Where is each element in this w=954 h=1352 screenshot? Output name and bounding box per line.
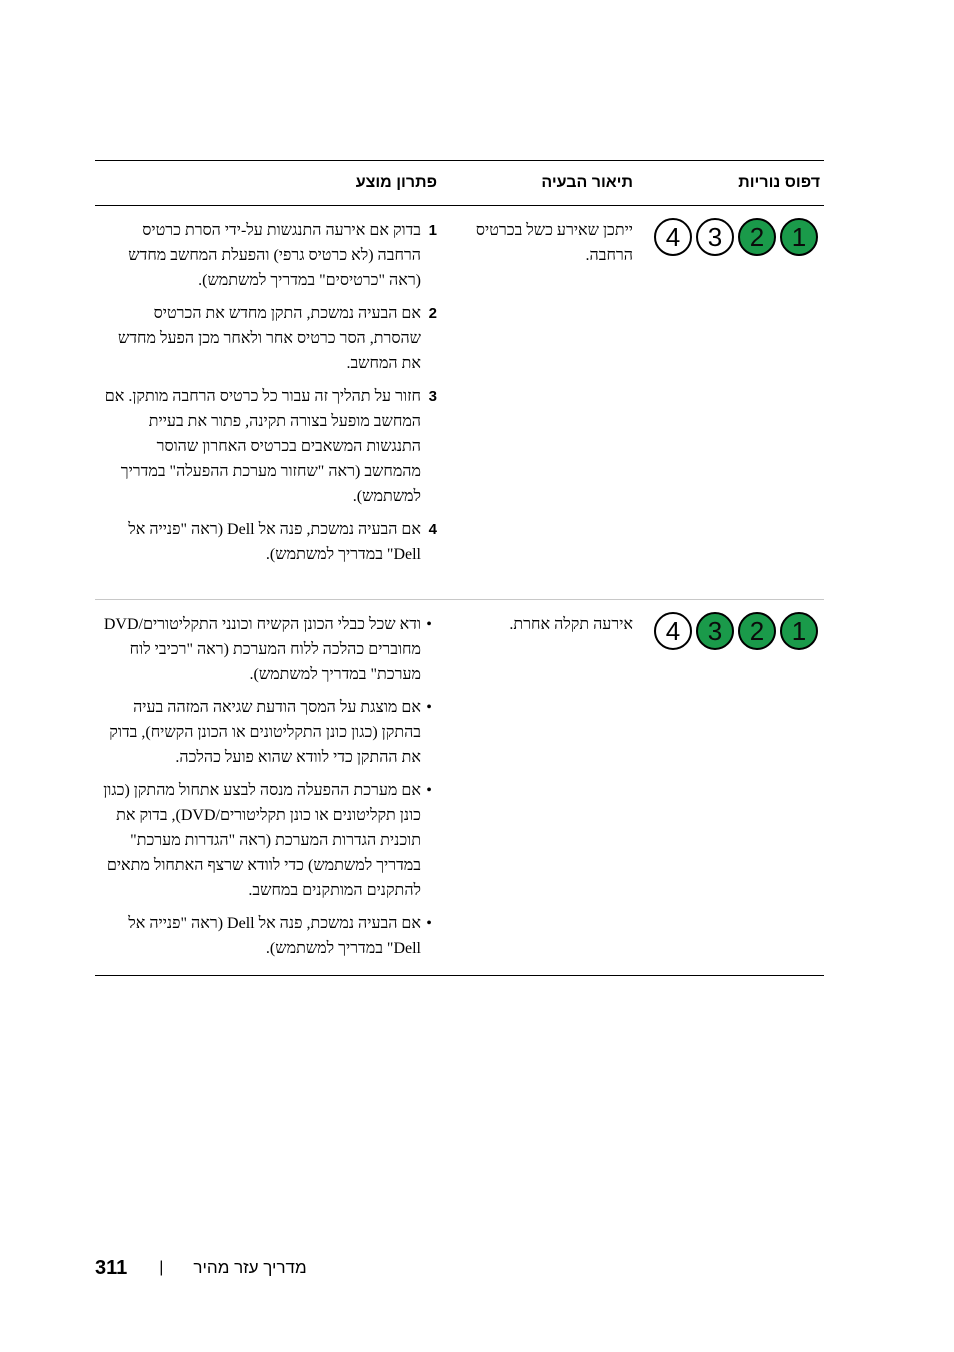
diagnostic-light-4-icon: 4: [654, 218, 692, 256]
header-problem-description: תיאור הבעיה: [541, 174, 633, 191]
table-row: [95, 206, 824, 575]
page-number: 311: [95, 1256, 128, 1279]
resolution-bullet: [95, 911, 437, 961]
step-text: בדוק אם אירעה התנגשות על-ידי הסרת כרטיס הרחבה (לא כרטיס גרפי) והפעלת המחשב מחדש (ראה "כרטיסים" במדריך למשתמש).: [128, 222, 421, 289]
header-suggested-resolution: פתרון מוצע: [355, 174, 437, 191]
diagnostic-light-1-icon: 1: [780, 218, 818, 256]
problem-description: ייתכן שאירע כשל בכרטיס הרחבה.: [475, 222, 633, 264]
step-number: 1: [428, 222, 437, 239]
resolution-step: [95, 218, 437, 293]
problem-description: אירעה תקלה אחרת.: [509, 616, 633, 633]
step-number: 2: [428, 305, 437, 322]
footer-separator: |: [159, 1259, 164, 1276]
diagnostic-light-1-icon: 1: [780, 612, 818, 650]
diagnostic-light-2-icon: 2: [738, 612, 776, 650]
bullet-icon: •: [426, 616, 432, 633]
step-number: 3: [428, 388, 437, 405]
problem-description-cell: [441, 612, 639, 969]
diagnostic-light-4-icon: 4: [654, 612, 692, 650]
resolution-bullet: [95, 612, 437, 687]
resolution-cell: [95, 612, 441, 969]
table-row: [95, 599, 824, 976]
bullet-text: אם מוצגת על המסך הודעת שגיאה המזהה בעיה בהתקן (כגון כונן התקליטונים או הכונן הקשיח), בדוק את ההתקן כדי לוודא שהוא פועל כהלכה.: [109, 699, 421, 766]
bullet-text: ודא שכל כבלי הכונן הקשיח וכונני התקליטורים/DVD מחוברים כהלכה ללוח המערכת (ראה "רכיבי לוח מערכת" במדריך למשתמש).: [103, 616, 421, 683]
light-pattern-cell: [639, 612, 824, 969]
bullet-text: אם הבעיה נמשכת, פנה אל Dell (ראה "פנייה אל Dell" במדריך למשתמש).: [128, 915, 421, 957]
diagnostic-light-3-icon: 3: [696, 218, 734, 256]
bullet-icon: •: [426, 782, 432, 799]
bullet-text: אם מערכת ההפעלה מנסה לבצע אתחול מהתקן (כגון כונן תקליטונים או כונן תקליטורים/DVD), בדוק את תוכנית הגדרות המערכת (ראה "הגדרות מערכת" במדריך למשתמש) כדי לוודא שרצף האתחול מתאים להתקנים המותקנים במחשב.: [103, 782, 421, 899]
step-text: אם הבעיה נמשכת, פנה אל Dell (ראה "פנייה אל Dell" במדריך למשתמש).: [128, 521, 421, 563]
diagnostic-lights: [639, 612, 820, 650]
step-text: אם הבעיה נמשכת, התקן מחדש את הכרטיס שהסרת, הסר כרטיס אחר ולאחר מכן הפעל מחדש את המחשב.: [118, 305, 421, 372]
resolution-step: [95, 517, 437, 567]
table-header-row: [95, 161, 824, 206]
resolution-cell: [95, 218, 441, 575]
resolution-bullet: [95, 778, 437, 903]
page-footer: [95, 1256, 340, 1280]
diagnostic-lights-table: [95, 160, 824, 976]
step-number: 4: [428, 521, 437, 538]
footer-title: מדריך עזר מהיר: [193, 1258, 307, 1277]
diagnostic-lights: [639, 218, 820, 256]
header-light-pattern: דפוס נוריות: [738, 174, 820, 191]
diagnostic-light-3-icon: 3: [696, 612, 734, 650]
step-text: חזור על תהליך זה עבור כל כרטיס הרחבה מותקן. אם המחשב מופעל בצורה תקינה, פתור את בעיית התנגשות המשאבים בכרטיס האחרון שהוסר מהמחשב (ראה "שחזור מערכת ההפעלה" במדריך למשתמש).: [104, 388, 421, 505]
bullet-icon: •: [426, 915, 432, 932]
resolution-bullet: [95, 695, 437, 770]
bullet-icon: •: [426, 699, 432, 716]
problem-description-cell: [441, 218, 639, 575]
resolution-step: [95, 384, 437, 509]
light-pattern-cell: [639, 218, 824, 575]
resolution-step: [95, 301, 437, 376]
diagnostic-light-2-icon: 2: [738, 218, 776, 256]
